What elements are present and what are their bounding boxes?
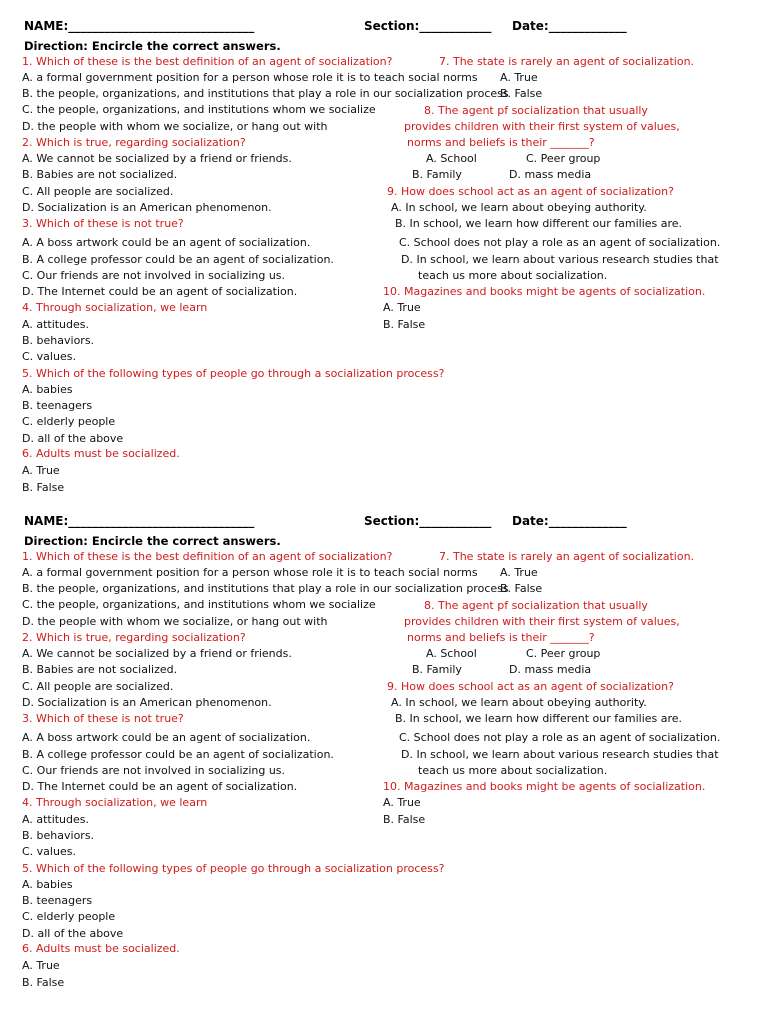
section-field: [364, 514, 491, 528]
q7-option-a[interactable]: A. True: [500, 71, 538, 84]
q9-option-d-line-2[interactable]: teach us more about socialization.: [418, 269, 608, 282]
q9-option-d-line-2[interactable]: teach us more about socialization.: [418, 764, 608, 777]
q1-option-d[interactable]: D. the people with whom we socialize, or hang out with: [22, 120, 328, 133]
worksheet-top: [0, 0, 768, 495]
question-4: 4. Through socialization, we learn: [22, 796, 208, 809]
q2-option-d[interactable]: D. Socialization is an American phenomenon.: [22, 696, 272, 709]
section-blank: ____________: [419, 19, 492, 33]
question-8-line-1: 8. The agent pf socialization that usually: [424, 599, 648, 612]
name-blank: _______________________________: [68, 514, 255, 528]
q3-option-a[interactable]: A. A boss artwork could be an agent of socialization.: [22, 236, 311, 249]
section-field: [364, 19, 491, 33]
question-6: 6. Adults must be socialized.: [22, 942, 180, 955]
question-5: 5. Which of the following types of people go through a socialization process?: [22, 367, 445, 380]
q6-option-b[interactable]: B. False: [22, 481, 65, 494]
q9-option-a[interactable]: A. In school, we learn about obeying authority.: [391, 201, 647, 214]
direction-text: Direction: Encircle the correct answers.: [24, 39, 281, 53]
question-9: 9. How does school act as an agent of socialization?: [387, 680, 674, 693]
q5-option-d[interactable]: D. all of the above: [22, 927, 124, 940]
q9-option-b[interactable]: B. In school, we learn how different our families are.: [395, 217, 683, 230]
q4-option-a[interactable]: A. attitudes.: [22, 813, 90, 826]
q8-option-a[interactable]: A. School: [426, 647, 477, 660]
date-blank: _____________: [548, 19, 627, 33]
q8-option-b[interactable]: B. Family: [412, 663, 462, 676]
q3-option-d[interactable]: D. The Internet could be an agent of socialization.: [22, 285, 298, 298]
name-blank: _______________________________: [68, 19, 255, 33]
date-label: Date:: [512, 19, 549, 33]
section-label: Section:: [364, 19, 420, 33]
q8-option-d[interactable]: D. mass media: [509, 168, 592, 181]
q2-option-c[interactable]: C. All people are socialized.: [22, 680, 174, 693]
q4-option-a[interactable]: A. attitudes.: [22, 318, 90, 331]
q7-option-b[interactable]: B. False: [500, 582, 543, 595]
q9-option-c[interactable]: C. School does not play a role as an agent of socialization.: [399, 731, 721, 744]
q4-option-b[interactable]: B. behaviors.: [22, 829, 95, 842]
date-blank: _____________: [548, 514, 627, 528]
q8-option-d[interactable]: D. mass media: [509, 663, 592, 676]
q6-option-a[interactable]: A. True: [22, 959, 60, 972]
question-8-line-2: provides children with their first system of values,: [404, 615, 680, 628]
q1-option-a[interactable]: A. a formal government position for a person whose role it is to teach social norms: [22, 566, 478, 579]
q5-option-b[interactable]: B. teenagers: [22, 894, 93, 907]
q1-option-d[interactable]: D. the people with whom we socialize, or hang out with: [22, 615, 328, 628]
q10-option-b[interactable]: B. False: [383, 318, 426, 331]
question-9: 9. How does school act as an agent of socialization?: [387, 185, 674, 198]
direction-text: Direction: Encircle the correct answers.: [24, 534, 281, 548]
q5-option-c[interactable]: C. elderly people: [22, 910, 116, 923]
question-8-line-3: norms and beliefs is their _______?: [407, 136, 595, 149]
question-10: 10. Magazines and books might be agents of socialization.: [383, 780, 706, 793]
question-2: 2. Which is true, regarding socialization?: [22, 136, 246, 149]
q1-option-b[interactable]: B. the people, organizations, and institutions that play a role in our socialization process: [22, 87, 509, 100]
q3-option-d[interactable]: D. The Internet could be an agent of socialization.: [22, 780, 298, 793]
question-4: 4. Through socialization, we learn: [22, 301, 208, 314]
q2-option-b[interactable]: B. Babies are not socialized.: [22, 168, 178, 181]
q4-option-c[interactable]: C. values.: [22, 845, 76, 858]
q8-option-b[interactable]: B. Family: [412, 168, 462, 181]
q3-option-c[interactable]: C. Our friends are not involved in socializing us.: [22, 269, 286, 282]
question-3: 3. Which of these is not true?: [22, 712, 184, 725]
question-6: 6. Adults must be socialized.: [22, 447, 180, 460]
q1-option-c[interactable]: C. the people, organizations, and institutions whom we socialize: [22, 598, 376, 611]
question-7: 7. The state is rarely an agent of socialization.: [439, 550, 695, 563]
q5-option-d[interactable]: D. all of the above: [22, 432, 124, 445]
q4-option-b[interactable]: B. behaviors.: [22, 334, 95, 347]
question-3: 3. Which of these is not true?: [22, 217, 184, 230]
question-7: 7. The state is rarely an agent of socialization.: [439, 55, 695, 68]
q6-option-a[interactable]: A. True: [22, 464, 60, 477]
q2-option-d[interactable]: D. Socialization is an American phenomenon.: [22, 201, 272, 214]
q8-option-c[interactable]: C. Peer group: [526, 647, 601, 660]
q2-option-c[interactable]: C. All people are socialized.: [22, 185, 174, 198]
q9-option-a[interactable]: A. In school, we learn about obeying authority.: [391, 696, 647, 709]
q1-option-a[interactable]: A. a formal government position for a person whose role it is to teach social norms: [22, 71, 478, 84]
q10-option-a[interactable]: A. True: [383, 301, 421, 314]
q5-option-a[interactable]: A. babies: [22, 383, 73, 396]
question-5: 5. Which of the following types of people go through a socialization process?: [22, 862, 445, 875]
q7-option-a[interactable]: A. True: [500, 566, 538, 579]
question-8-line-1: 8. The agent pf socialization that usually: [424, 104, 648, 117]
q8-option-c[interactable]: C. Peer group: [526, 152, 601, 165]
q10-option-b[interactable]: B. False: [383, 813, 426, 826]
q1-option-c[interactable]: C. the people, organizations, and institutions whom we socialize: [22, 103, 376, 116]
question-8-line-2: provides children with their first system of values,: [404, 120, 680, 133]
question-1: 1. Which of these is the best definition of an agent of socialization?: [22, 550, 393, 563]
section-label: Section:: [364, 514, 420, 528]
q10-option-a[interactable]: A. True: [383, 796, 421, 809]
section-blank: ____________: [419, 514, 492, 528]
q1-option-b[interactable]: B. the people, organizations, and institutions that play a role in our socialization process: [22, 582, 509, 595]
q3-option-c[interactable]: C. Our friends are not involved in socializing us.: [22, 764, 286, 777]
name-field: [24, 19, 254, 33]
question-10: 10. Magazines and books might be agents of socialization.: [383, 285, 706, 298]
q9-option-b[interactable]: B. In school, we learn how different our families are.: [395, 712, 683, 725]
question-8-line-3: norms and beliefs is their _______?: [407, 631, 595, 644]
q3-option-a[interactable]: A. A boss artwork could be an agent of socialization.: [22, 731, 311, 744]
worksheet-bottom: [0, 495, 768, 990]
q5-option-b[interactable]: B. teenagers: [22, 399, 93, 412]
q9-option-c[interactable]: C. School does not play a role as an agent of socialization.: [399, 236, 721, 249]
q3-option-b[interactable]: B. A college professor could be an agent of socialization.: [22, 748, 334, 761]
q4-option-c[interactable]: C. values.: [22, 350, 76, 363]
name-label: NAME:: [24, 514, 69, 528]
q5-option-c[interactable]: C. elderly people: [22, 415, 116, 428]
q7-option-b[interactable]: B. False: [500, 87, 543, 100]
q3-option-b[interactable]: B. A college professor could be an agent of socialization.: [22, 253, 334, 266]
date-label: Date:: [512, 514, 549, 528]
name-field: [24, 514, 254, 528]
q2-option-a[interactable]: A. We cannot be socialized by a friend or friends.: [22, 647, 292, 660]
q8-option-a[interactable]: A. School: [426, 152, 477, 165]
q9-option-d-line-1[interactable]: D. In school, we learn about various research studies that: [401, 253, 719, 266]
q2-option-b[interactable]: B. Babies are not socialized.: [22, 663, 178, 676]
date-field: [512, 514, 627, 528]
q6-option-b[interactable]: B. False: [22, 976, 65, 989]
q9-option-d-line-1[interactable]: D. In school, we learn about various research studies that: [401, 748, 719, 761]
name-label: NAME:: [24, 19, 69, 33]
q2-option-a[interactable]: A. We cannot be socialized by a friend or friends.: [22, 152, 292, 165]
date-field: [512, 19, 627, 33]
q5-option-a[interactable]: A. babies: [22, 878, 73, 891]
question-1: 1. Which of these is the best definition of an agent of socialization?: [22, 55, 393, 68]
question-2: 2. Which is true, regarding socialization?: [22, 631, 246, 644]
